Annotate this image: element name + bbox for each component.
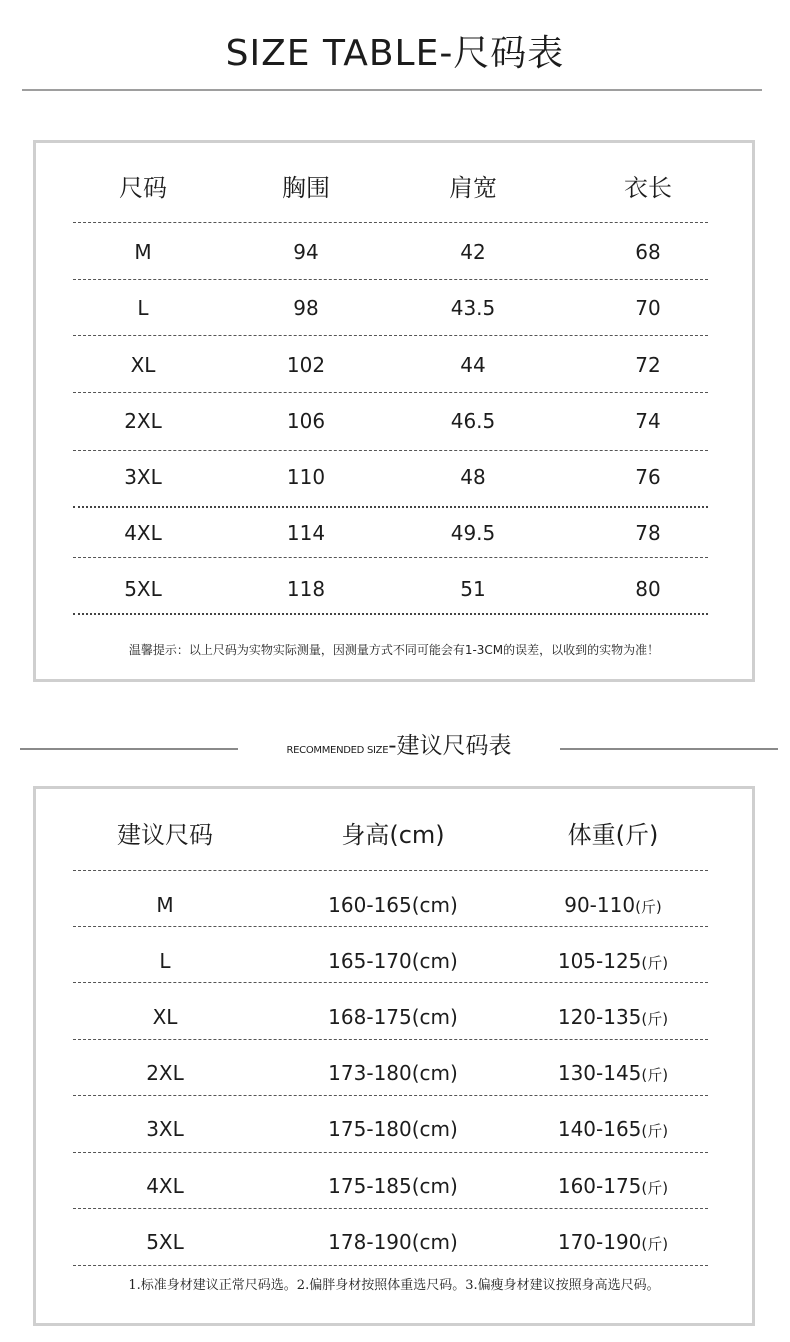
chest-cell: 110: [286, 465, 326, 489]
chest-cell: 106: [286, 409, 326, 433]
table-row: [73, 1169, 708, 1203]
shoulder-cell: 43.5: [450, 296, 496, 320]
shoulder-cell: 42: [460, 240, 486, 264]
weight-cell: [523, 1112, 703, 1148]
row-divider: [73, 613, 708, 615]
chest-cell: 94: [293, 240, 319, 264]
table-row: [73, 888, 708, 922]
height-cell: 165-170(cm): [328, 949, 458, 973]
size-cell: 4XL: [146, 1174, 184, 1198]
table-row: [73, 236, 708, 268]
header-chest: 胸围: [282, 174, 330, 202]
table-row: [73, 292, 708, 324]
length-cell: 68: [635, 240, 661, 264]
height-cell: 175-185(cm): [328, 1174, 458, 1198]
chest-cell: 98: [293, 296, 319, 320]
table-row: [73, 1056, 708, 1090]
shoulder-cell: 46.5: [450, 409, 496, 433]
table-row: [73, 573, 708, 605]
row-divider: [73, 1265, 708, 1266]
height-cell: 160-165(cm): [328, 893, 458, 917]
weight-cell: [523, 1000, 703, 1036]
length-cell: 74: [635, 409, 661, 433]
row-divider: [73, 557, 708, 558]
header-length: 衣长: [624, 174, 672, 202]
size-table-header: [73, 168, 708, 208]
table-row: [73, 405, 708, 437]
row-divider: [73, 870, 708, 871]
weight-value: 170-190: [557, 1230, 642, 1254]
shoulder-cell: 48: [460, 465, 486, 489]
size-cell: L: [137, 296, 149, 320]
size-cell: M: [134, 240, 152, 264]
header-recommended-size: 建议尺码: [117, 821, 213, 849]
weight-unit: (斤): [641, 1066, 669, 1084]
table-row: [73, 517, 708, 549]
title-divider: [22, 89, 762, 91]
size-cell: M: [156, 893, 174, 917]
weight-value: 90-110: [564, 893, 636, 917]
row-divider: [73, 1095, 708, 1096]
shoulder-cell: 49.5: [450, 521, 496, 545]
size-cell: 5XL: [146, 1230, 184, 1254]
weight-unit: (斤): [641, 1235, 669, 1253]
weight-value: 160-175: [557, 1174, 642, 1198]
length-cell: 78: [635, 521, 661, 545]
header-weight: 体重(斤): [567, 821, 659, 849]
weight-cell: [523, 1225, 703, 1261]
table-row: [73, 1000, 708, 1034]
title-divider-right: [560, 748, 778, 750]
recommended-table-header: [73, 813, 708, 857]
weight-unit: (斤): [635, 898, 662, 916]
size-cell: 5XL: [124, 577, 162, 601]
chest-cell: 114: [286, 521, 326, 545]
chest-cell: 102: [286, 353, 326, 377]
height-cell: 175-180(cm): [328, 1117, 458, 1141]
weight-value: 105-125: [557, 949, 642, 973]
size-cell: 2XL: [124, 409, 162, 433]
size-cell: 3XL: [146, 1117, 184, 1141]
title-divider-left: [20, 748, 238, 750]
row-divider: [73, 926, 708, 927]
weight-value: 120-135: [557, 1005, 642, 1029]
row-divider: [73, 1152, 708, 1153]
row-divider: [73, 279, 708, 280]
row-divider: [73, 1208, 708, 1209]
header-shoulder: 肩宽: [449, 174, 497, 202]
size-cell: 2XL: [146, 1061, 184, 1085]
shoulder-cell: 51: [460, 577, 486, 601]
table-row: [73, 944, 708, 978]
height-cell: 178-190(cm): [328, 1230, 458, 1254]
recommended-size-title: [238, 728, 560, 769]
size-cell: XL: [152, 1005, 178, 1029]
weight-cell: [523, 1169, 703, 1205]
row-divider: [73, 450, 708, 451]
weight-value: 130-145: [557, 1061, 642, 1085]
weight-cell: [523, 888, 703, 924]
row-divider: [73, 392, 708, 393]
size-cell: XL: [130, 353, 156, 377]
size-cell: L: [159, 949, 171, 973]
table-row: [73, 349, 708, 381]
height-cell: 173-180(cm): [328, 1061, 458, 1085]
length-cell: 76: [635, 465, 661, 489]
size-table-title: SIZE TABLE-尺码表: [225, 33, 565, 74]
weight-unit: (斤): [641, 1010, 669, 1028]
length-cell: 72: [635, 353, 661, 377]
recommended-title-cn: -建议尺码表: [388, 733, 512, 759]
weight-cell: [523, 944, 703, 980]
chest-cell: 118: [286, 577, 326, 601]
length-cell: 70: [635, 296, 661, 320]
weight-unit: (斤): [641, 954, 669, 972]
row-divider: [73, 982, 708, 983]
header-size: 尺码: [119, 174, 167, 202]
row-divider: [73, 1039, 708, 1040]
weight-unit: (斤): [641, 1122, 669, 1140]
shoulder-cell: 44: [460, 353, 486, 377]
weight-cell: [523, 1056, 703, 1092]
size-cell: 4XL: [124, 521, 162, 545]
table-row: [73, 461, 708, 493]
row-divider: [73, 335, 708, 336]
height-cell: 168-175(cm): [328, 1005, 458, 1029]
table-row: [73, 1225, 708, 1259]
size-cell: 3XL: [124, 465, 162, 489]
weight-value: 140-165: [557, 1117, 642, 1141]
row-divider: [73, 506, 708, 508]
recommendation-note: 1.标准身材建议正常尺码选。2.偏胖身材按照体重选尺码。3.偏瘦身材建议按照身高选尺码。: [128, 1278, 660, 1293]
header-height: 身高(cm): [341, 821, 445, 849]
recommended-title-en: RECOMMENDED SIZE: [286, 745, 389, 756]
measurement-note: 温馨提示：以上尺码为实物实际测量，因测量方式不同可能会有1-3CM的误差，以收到的实物为准！: [128, 643, 660, 657]
weight-unit: (斤): [641, 1179, 669, 1197]
table-row: [73, 1112, 708, 1146]
row-divider: [73, 222, 708, 223]
length-cell: 80: [635, 577, 661, 601]
